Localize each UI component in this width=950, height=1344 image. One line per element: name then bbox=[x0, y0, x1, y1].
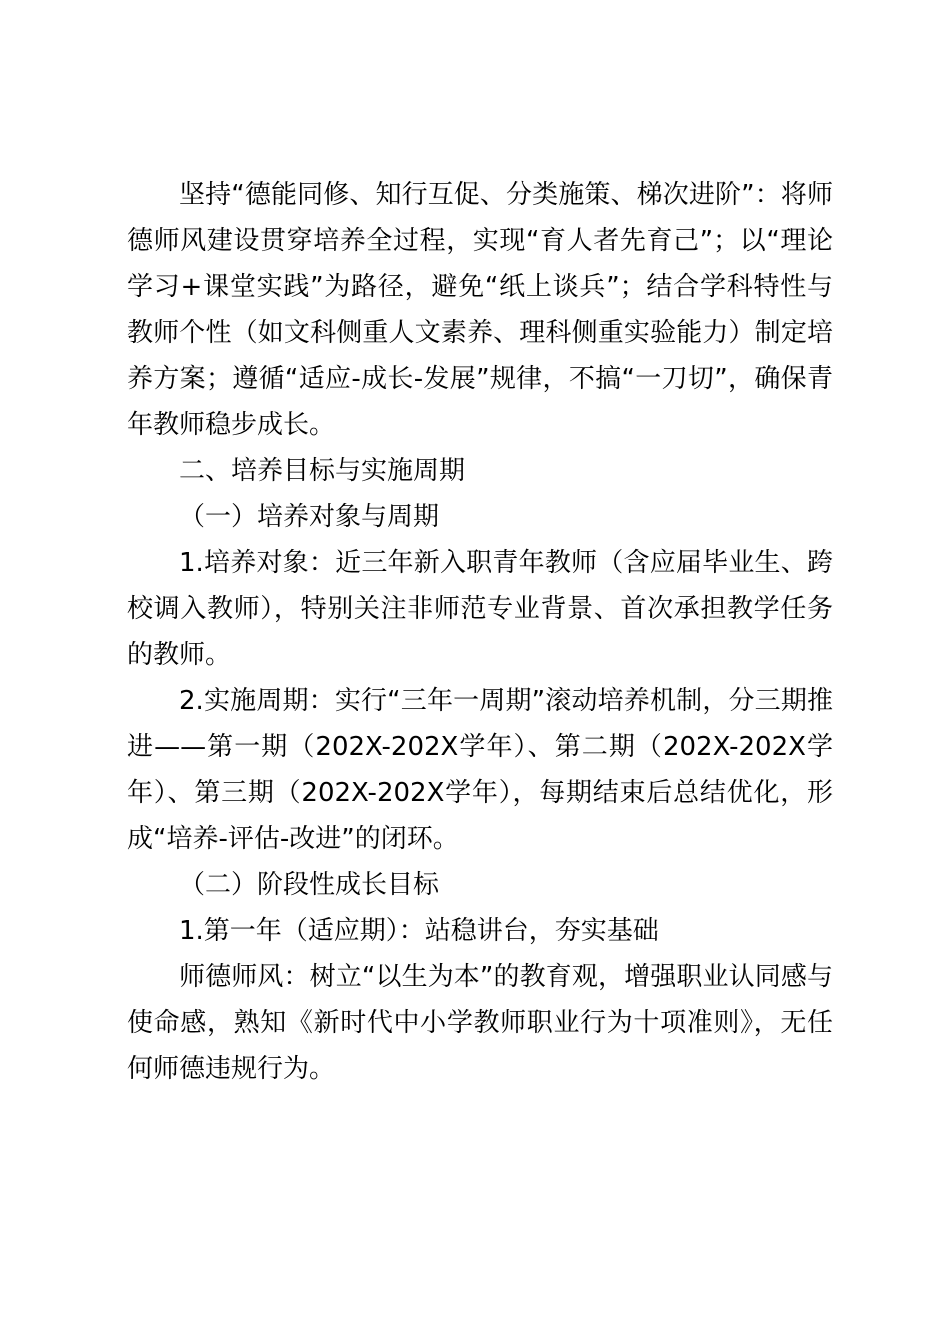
paragraph-principles: 坚持“德能同修、知行互促、分类施策、梯次进阶”：将师德师风建设贯穿培养全过程，实现“育人者先育己”；以“理论学习+课堂实践”为路径，避免“纸上谈兵”；结合学科特性与教师个性（如文科侧重人文素养、理科侧重实验能力）制定培养方案；遵循“适应-成长-发展”规律，不搞“一刀切”，确保青年教师稳步成长。 bbox=[127, 180, 833, 440]
paragraph-teacher-ethics: 师德师风：树立“以生为本”的教育观，增强职业认同感与使命感，熟知《新时代中小学教师职业行为十项准则》，无任何师德违规行为。 bbox=[127, 962, 833, 1084]
subsection-heading-stage-goals: （二）阶段性成长目标 bbox=[179, 870, 440, 900]
paragraph-training-targets: 1.培养对象：近三年新入职青年教师（含应届毕业生、跨校调入教师），特别关注非师范专业背景、首次承担教学任务的教师。 bbox=[127, 548, 833, 670]
subsection-heading-targets-period: （一）培养对象与周期 bbox=[179, 502, 440, 532]
document-body bbox=[127, 172, 833, 1092]
section-heading-goals-cycle: 二、培养目标与实施周期 bbox=[179, 456, 466, 486]
item-heading-first-year: 1.第一年（适应期）：站稳讲台，夯实基础 bbox=[179, 916, 659, 946]
paragraph-implementation-cycle: 2.实施周期：实行“三年一周期”滚动培养机制，分三期推进——第一期（202X-202X学年）、第二期（202X-202X学年）、第三期（202X-202X学年），每期结束后总结优化，形成“培养-评估-改进”的闭环。 bbox=[127, 686, 833, 854]
